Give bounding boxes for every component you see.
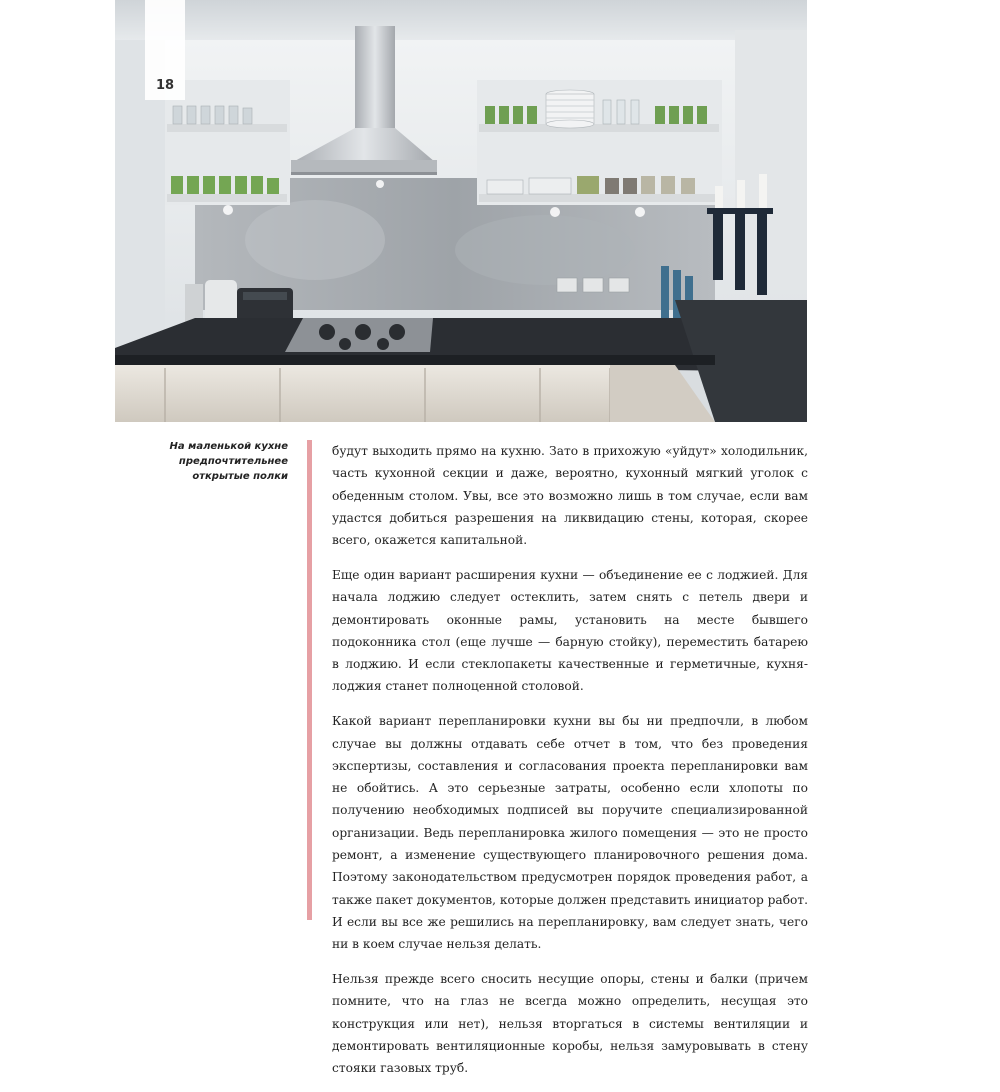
kitchen-photo — [115, 0, 807, 422]
paragraph: Еще один вариант расширения кухни — объединение ее с лоджией. Для начала лоджию следует остеклить, затем снять с петель двери и демонтировать оконные рамы, установить на месте бывшего подоконника стол (еще лучше — барную стойку), переместить батарею в лоджию. И если стеклопакеты качественные и герметичные, кухня-лоджия станет полноценной столовой. — [332, 567, 808, 694]
accent-rule — [307, 440, 312, 920]
body-text — [332, 440, 808, 1092]
page-number-tab — [145, 0, 185, 100]
photo-caption: На маленькой кухне предпочтительнее открытые полки — [169, 441, 288, 482]
page-number: 18 — [155, 78, 175, 93]
paragraph: Нельзя прежде всего сносить несущие опоры, стены и балки (причем помните, что на глаз не всегда можно определить, несущая это конструкция или нет), нельзя вторгаться в системы вентиляции и демонтировать вентиляционные коробы, нельзя замуровывать в стену стояки газовых труб. — [332, 972, 808, 1076]
paragraph: Какой вариант перепланировки кухни вы бы ни предпочли, в любом случае вы должны отдавать себе отчет в том, что без проведения экспертизы, составления и согласования проекта перепланировки вам не обойтись. А это серьезные затраты, особенно если хлопоты по получению необходимых подписей вы поручите специализированной организации. Ведь перепланировка жилого помещения — это не просто ремонт, а изменение существующего планировочного решения дома. Поэтому законодательством предусмотрен порядок проведения работ, а также пакет документов, которые должен представить инициатор работ. И если вы все же решились на перепланировку, вам следует знать, чего ни в коем случае нельзя делать. — [332, 714, 808, 952]
paragraph: будут выходить прямо на кухню. Зато в прихожую «уйдут» холодильник, часть кухонной секции и даже, вероятно, кухонный мягкий уголок с обеденным столом. Увы, все это возможно лишь в том случае, если вам удастся добиться разрешения на ликвидацию стены, которая, скорее всего, окажется капитальной. — [332, 444, 808, 548]
kitchen-illustration — [115, 0, 807, 422]
